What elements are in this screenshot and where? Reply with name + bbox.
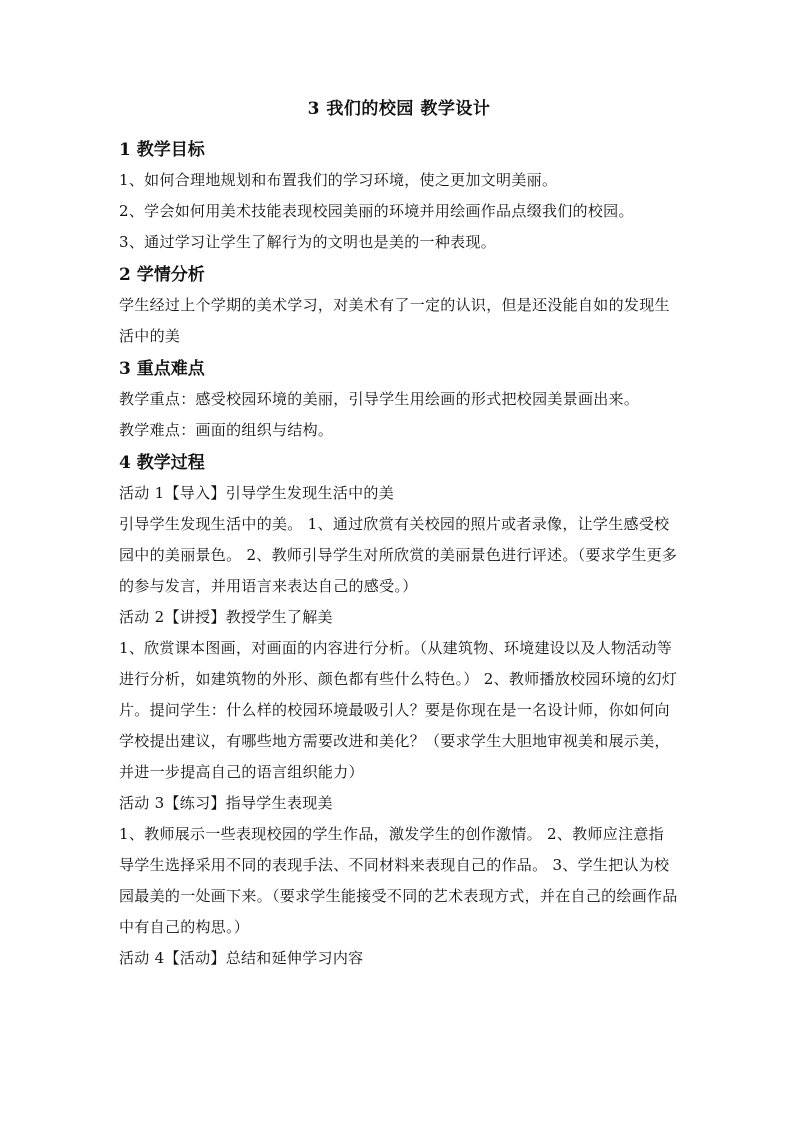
paragraph: 引导学生发现生活中的美。 1、通过欣赏有关校园的照片或者录像，让学生感受校园中的美丽景色。 2、教师引导学生对所欣赏的美丽景色进行评述。（要求学生更多的参与发言，并用语言来表达自己的感受。） — [119, 515, 678, 595]
paragraph: 1、欣赏课本图画，对画面的内容进行分析。（从建筑物、环境建设以及人物活动等进行分析，如建筑物的外形、颜色都有些什么特色。） 2、教师播放校园环境的幻灯片。提问学生：什么样的校园环境最吸引人？要是你现在是一名设计师，你如何向学校提出建议，有哪些地方需要改进和美化？（要求学生大胆地审视美和展示美，并进一步提高自己的语言组织能力） — [119, 639, 678, 781]
paragraph: 3、通过学习让学生了解行为的文明也是美的一种表现。 — [119, 233, 497, 251]
section-teaching-goals — [119, 135, 679, 258]
paragraph: 教学重点：感受校园环境的美丽，引导学生用绘画的形式把校园美景画出来。 — [119, 390, 640, 408]
activity-title: 活动 2【讲授】教授学生了解美 — [119, 608, 333, 626]
section-heading: 1 教学目标 — [119, 140, 205, 160]
section-teaching-process — [119, 448, 679, 974]
document-title: 3 我们的校园 教学设计 — [307, 99, 491, 119]
activity-title: 活动 1【导入】引导学生发现生活中的美 — [119, 484, 395, 502]
activity-title: 活动 4【活动】总结和延伸学习内容 — [119, 949, 364, 967]
section-heading: 4 教学过程 — [119, 453, 205, 473]
document-page — [119, 96, 679, 976]
paragraph: 1、如何合理地规划和布置我们的学习环境，使之更加文明美丽。 — [119, 171, 558, 189]
paragraph: 1、教师展示一些表现校园的学生作品，激发学生的创作激情。 2、教师应注意指导学生选择采用不同的表现手法、不同材料来表现自己的作品。 3、学生把认为校园最美的一处画下来。（要求学生能接受不同的艺术表现方式，并在自己的绘画作品中有自己的构思。） — [119, 825, 678, 936]
section-heading: 2 学情分析 — [119, 265, 205, 285]
paragraph: 学生经过上个学期的美术学习，对美术有了一定的认识，但是还没能自如的发现生活中的美 — [119, 296, 670, 345]
paragraph: 2、学会如何用美术技能表现校园美丽的环境并用绘画作品点缀我们的校园。 — [119, 202, 634, 220]
section-student-analysis — [119, 260, 679, 352]
section-key-points — [119, 354, 679, 446]
paragraph: 教学难点：画面的组织与结构。 — [119, 421, 334, 439]
section-heading: 3 重点难点 — [119, 359, 205, 379]
activity-title: 活动 3【练习】指导学生表现美 — [119, 794, 333, 812]
